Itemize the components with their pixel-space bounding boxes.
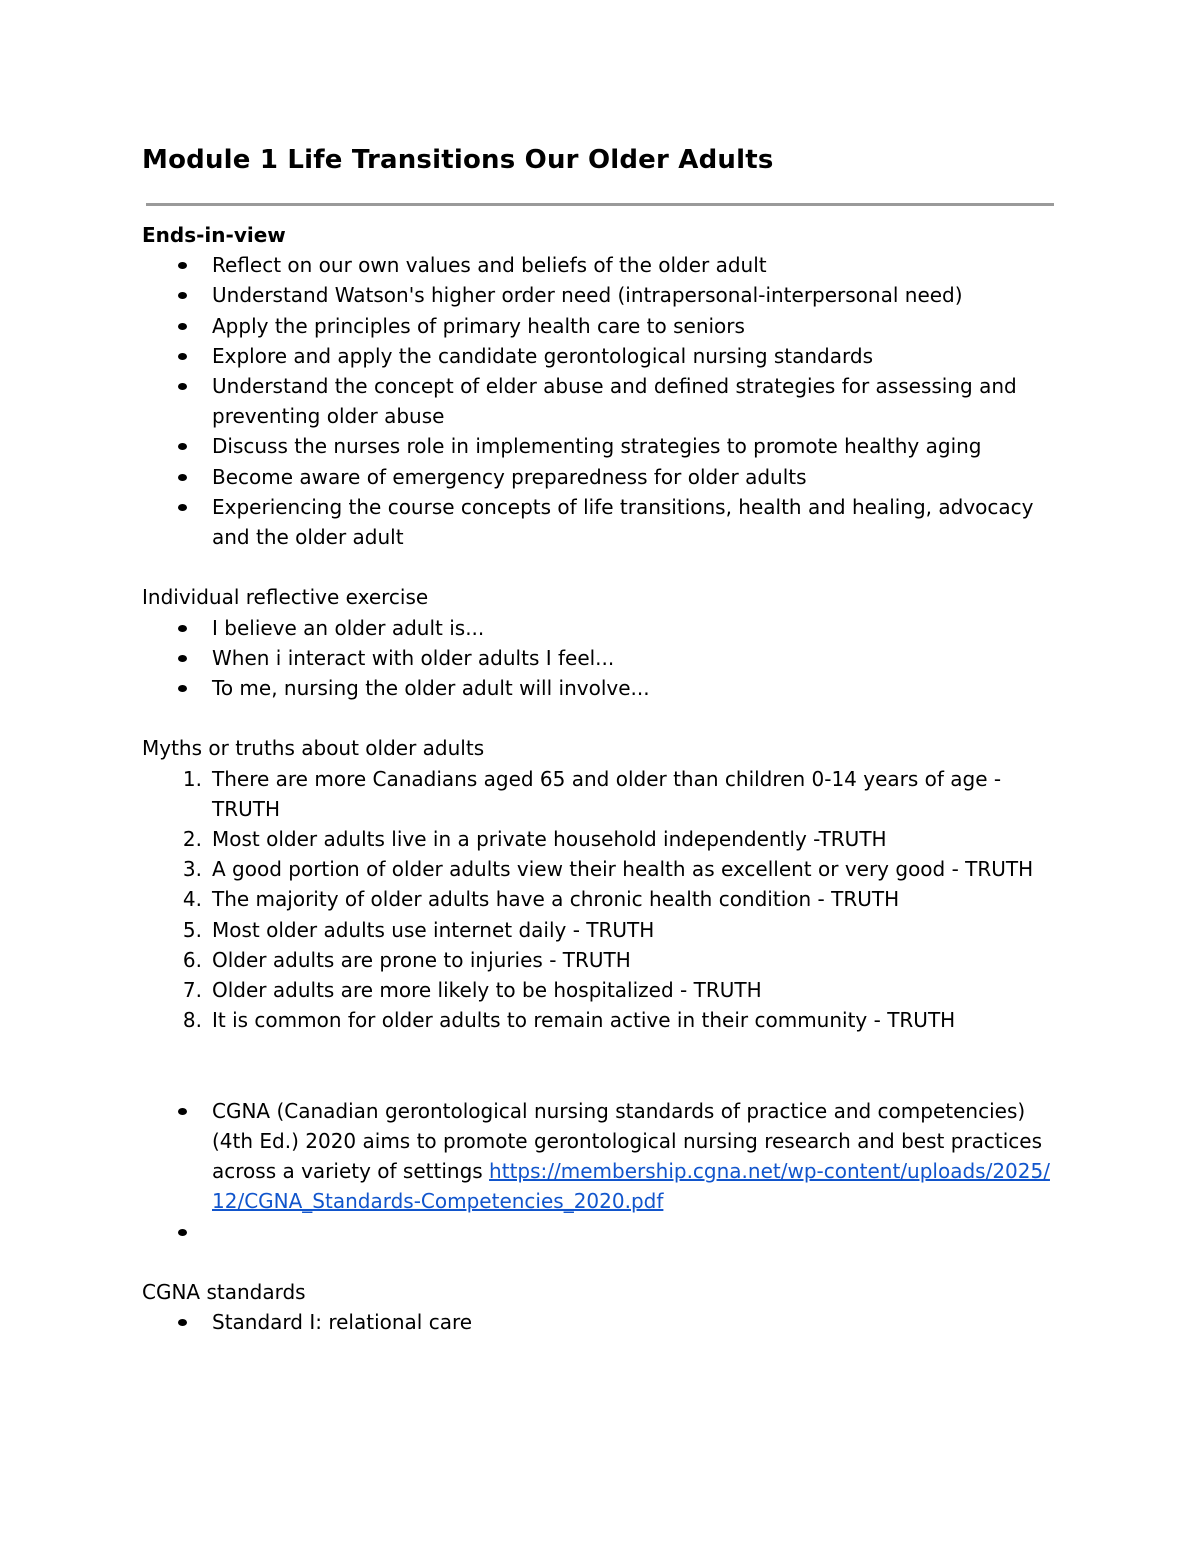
myths-heading: Myths or truths about older adults [142,736,485,761]
list-item-text: Most older adults live in a private household independently -TRUTH [212,827,887,852]
list-item-text: Older adults are more likely to be hospitalized - TRUTH [212,978,762,1003]
myths-list [142,764,1062,1036]
list-item: Discuss the nurses role in implementing strategies to promote healthy aging [142,431,1062,461]
list-item: Apply the principles of primary health care to seniors [142,311,1062,341]
reflective-exercise-list [142,613,1062,704]
list-item [142,915,1062,945]
cgna-description: CGNA (Canadian gerontological nursing standards of practice and competencies) (4th Ed.) 2020 aims to promote gerontological nursing research and best practices across a variety of settings [212,1098,1042,1184]
reflective-exercise-heading: Individual reflective exercise [142,585,429,610]
list-item: Reflect on our own values and beliefs of the older adult [142,250,1062,280]
list-item-text: Most older adults use internet daily - TRUTH [212,917,655,942]
page-title: Module 1 Life Transitions Our Older Adults [142,145,774,175]
standards-list [142,1307,1062,1337]
list-item: I believe an older adult is... [142,613,1062,643]
standards-heading: CGNA standards [142,1280,306,1305]
list-item: Standard I: relational care [142,1307,1062,1337]
spacer [142,552,1062,582]
ends-in-view-heading: Ends-in-view [142,223,286,247]
list-item: Become aware of emergency preparedness for older adults [142,462,1062,492]
cgna-list [142,1096,1062,1247]
list-number: 6. [182,947,202,972]
document-page [142,130,1062,1337]
spacer [142,703,1062,733]
list-item [142,975,1062,1005]
list-item-text: A good portion of older adults view their health as excellent or very good - TRUTH [212,857,1034,882]
list-item: When i interact with older adults I feel... [142,643,1062,673]
list-item [142,884,1062,914]
list-item: Understand Watson's higher order need (intrapersonal-interpersonal need) [142,280,1062,310]
list-item: Understand the concept of elder abuse and defined strategies for assessing and preventing older abuse [142,371,1062,431]
spacer [142,1066,1062,1096]
list-number: 5. [182,917,202,942]
list-item: Explore and apply the candidate gerontological nursing standards [142,341,1062,371]
list-item [142,764,1062,824]
list-number: 7. [182,978,202,1003]
list-number: 1. [182,766,202,791]
list-item [142,945,1062,975]
cgna-standards-link[interactable]: https://membership.cgna.net/wp-content/uploads/2025/12/CGNA_Standards-Competencies_2020.pdf [212,1159,1050,1214]
ends-in-view-list [142,250,1062,552]
list-item [142,1096,1062,1217]
list-item-text: Older adults are prone to injuries - TRUTH [212,947,631,972]
list-number: 8. [182,1008,202,1033]
list-item-text: The majority of older adults have a chronic health condition - TRUTH [212,887,900,912]
list-item [142,824,1062,854]
list-number: 2. [182,827,202,852]
list-item [142,854,1062,884]
list-number: 4. [182,887,202,912]
list-item [142,1005,1062,1035]
spacer [142,1247,1062,1277]
list-item-text: There are more Canadians aged 65 and older than children 0-14 years of age - TRUTH [212,766,1002,821]
list-item: Experiencing the course concepts of life transitions, health and healing, advocacy and the older adult [142,492,1062,552]
title-divider [146,203,1054,206]
empty-list-item [142,1217,1062,1247]
list-number: 3. [182,857,202,882]
list-item-text: It is common for older adults to remain active in their community - TRUTH [212,1008,956,1033]
list-item: To me, nursing the older adult will involve... [142,673,1062,703]
spacer [142,1035,1062,1065]
